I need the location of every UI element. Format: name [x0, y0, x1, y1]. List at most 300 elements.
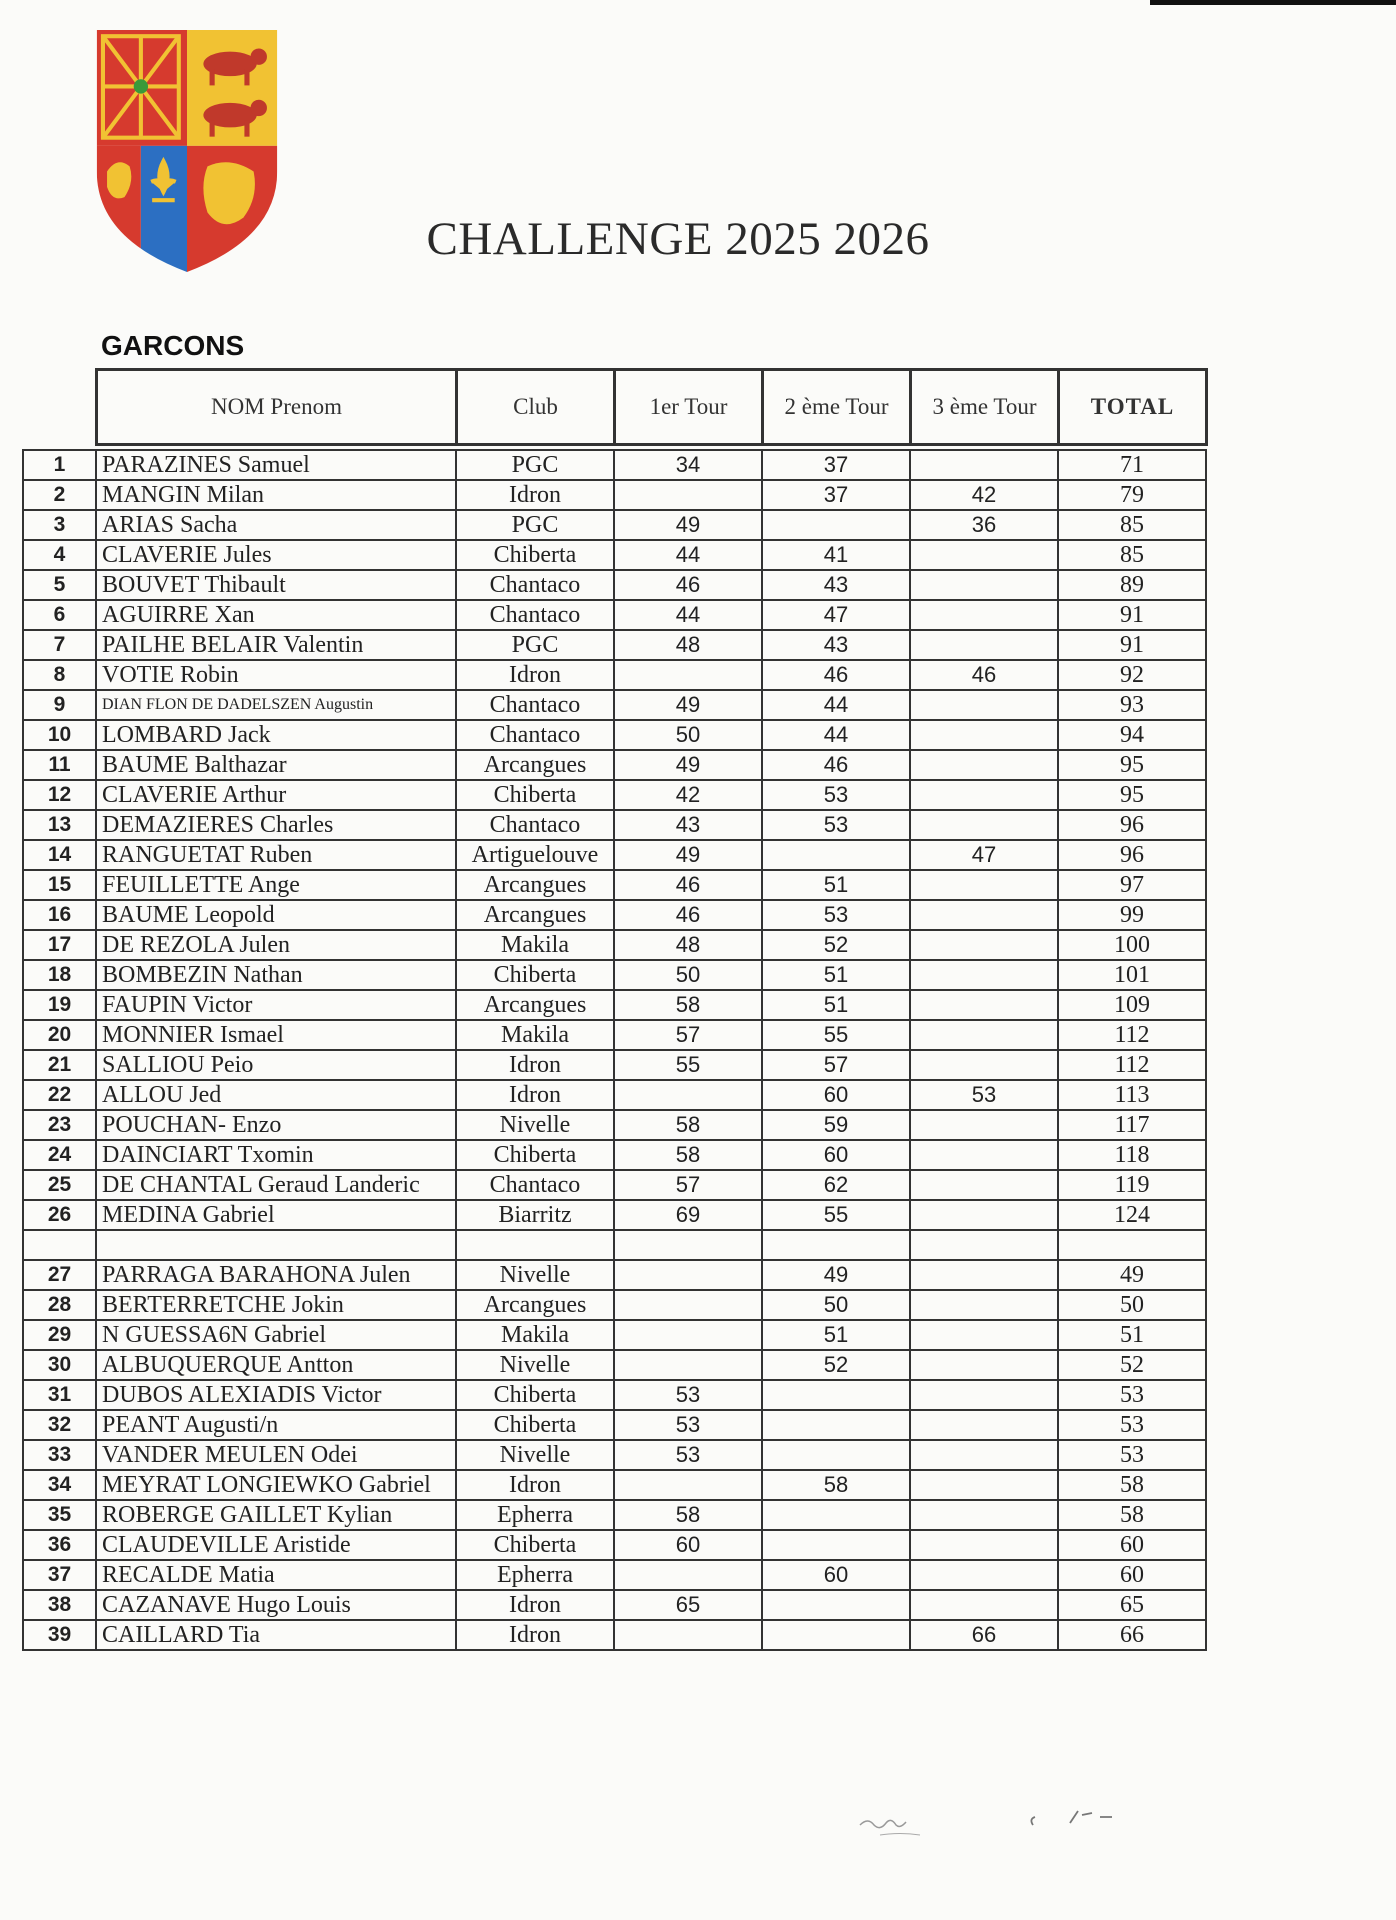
rank-cell: 2 [23, 480, 96, 510]
rank-cell: 31 [23, 1380, 96, 1410]
total-score-cell: 91 [1058, 630, 1206, 660]
rank-cell: 10 [23, 720, 96, 750]
tour1-score-cell [614, 1620, 762, 1650]
club-cell: Idron [456, 480, 614, 510]
total-score-cell: 99 [1058, 900, 1206, 930]
total-score-cell: 85 [1058, 540, 1206, 570]
club-cell: Makila [456, 1320, 614, 1350]
rank-cell: 27 [23, 1260, 96, 1290]
player-name-cell: MONNIER Ismael [96, 1020, 456, 1050]
empty-cell [23, 1230, 96, 1260]
club-cell: Biarritz [456, 1200, 614, 1230]
table-row [23, 1170, 1206, 1200]
table-row [23, 1110, 1206, 1140]
club-cell: Chantaco [456, 570, 614, 600]
tour3-score-cell [910, 1380, 1058, 1410]
player-name-cell: BAUME Leopold [96, 900, 456, 930]
total-score-cell: 66 [1058, 1620, 1206, 1650]
player-name-cell: PARRAGA BARAHONA Julen [96, 1260, 456, 1290]
table-row [23, 450, 1206, 480]
table-row [23, 480, 1206, 510]
club-cell: Makila [456, 930, 614, 960]
results-table [22, 449, 1207, 1651]
total-score-cell: 112 [1058, 1020, 1206, 1050]
tour2-score-cell: 37 [762, 480, 910, 510]
total-score-cell: 96 [1058, 810, 1206, 840]
total-score-cell: 91 [1058, 600, 1206, 630]
club-cell: Arcangues [456, 1290, 614, 1320]
club-cell: Idron [456, 1590, 614, 1620]
table-row [23, 750, 1206, 780]
tour2-score-cell: 51 [762, 870, 910, 900]
rank-cell: 1 [23, 450, 96, 480]
tour1-score-cell: 49 [614, 690, 762, 720]
table-row [23, 600, 1206, 630]
tour1-score-cell [614, 1290, 762, 1320]
tour1-score-cell: 58 [614, 1500, 762, 1530]
rank-cell: 21 [23, 1050, 96, 1080]
tour3-score-cell [910, 720, 1058, 750]
player-name-cell: ALLOU Jed [96, 1080, 456, 1110]
tour2-score-cell [762, 1440, 910, 1470]
tour3-score-cell: 46 [910, 660, 1058, 690]
total-score-cell: 53 [1058, 1410, 1206, 1440]
player-name-cell: FAUPIN Victor [96, 990, 456, 1020]
club-cell: Nivelle [456, 1350, 614, 1380]
table-row [23, 690, 1206, 720]
table-row [23, 1350, 1206, 1380]
player-name-cell: VANDER MEULEN Odei [96, 1440, 456, 1470]
player-name-cell: N GUESSA6N Gabriel [96, 1320, 456, 1350]
tour1-score-cell [614, 1080, 762, 1110]
tour2-score-cell: 41 [762, 540, 910, 570]
tour1-score-cell: 58 [614, 1140, 762, 1170]
rank-cell: 14 [23, 840, 96, 870]
tour1-score-cell [614, 1350, 762, 1380]
table-row [23, 1440, 1206, 1470]
tour2-score-cell: 44 [762, 720, 910, 750]
tour2-score-cell [762, 1620, 910, 1650]
player-name-cell: CLAVERIE Arthur [96, 780, 456, 810]
tour2-score-cell: 44 [762, 690, 910, 720]
rank-cell: 11 [23, 750, 96, 780]
club-cell: Artiguelouve [456, 840, 614, 870]
table-row [23, 1140, 1206, 1170]
table-row [23, 1020, 1206, 1050]
tour1-score-cell: 58 [614, 990, 762, 1020]
player-name-cell: MEYRAT LONGIEWKO Gabriel [96, 1470, 456, 1500]
player-name-cell: DUBOS ALEXIADIS Victor [96, 1380, 456, 1410]
total-score-cell: 124 [1058, 1200, 1206, 1230]
total-score-cell: 117 [1058, 1110, 1206, 1140]
tour1-score-cell: 55 [614, 1050, 762, 1080]
empty-cell [96, 1230, 456, 1260]
rank-cell: 6 [23, 600, 96, 630]
club-cell: Chiberta [456, 540, 614, 570]
tour3-score-cell [910, 1590, 1058, 1620]
total-score-cell: 52 [1058, 1350, 1206, 1380]
tour2-score-cell: 50 [762, 1290, 910, 1320]
rank-cell: 35 [23, 1500, 96, 1530]
table-row [23, 1050, 1206, 1080]
tour2-score-cell: 43 [762, 570, 910, 600]
tour1-score-cell: 42 [614, 780, 762, 810]
rank-cell: 39 [23, 1620, 96, 1650]
tour3-score-cell [910, 570, 1058, 600]
empty-cell [456, 1230, 614, 1260]
tour2-score-cell [762, 1530, 910, 1560]
club-cell: Makila [456, 1020, 614, 1050]
club-cell: Chantaco [456, 810, 614, 840]
player-name-cell: FEUILLETTE Ange [96, 870, 456, 900]
tour2-score-cell: 47 [762, 600, 910, 630]
rank-cell: 37 [23, 1560, 96, 1590]
tour3-score-cell [910, 750, 1058, 780]
table-row [23, 1410, 1206, 1440]
table-row [23, 1590, 1206, 1620]
empty-cell [910, 1230, 1058, 1260]
rank-cell: 28 [23, 1290, 96, 1320]
tour3-score-cell [910, 900, 1058, 930]
total-score-cell: 53 [1058, 1440, 1206, 1470]
table-row [23, 780, 1206, 810]
tour3-score-cell [910, 870, 1058, 900]
table-row [23, 810, 1206, 840]
empty-cell [762, 1230, 910, 1260]
club-cell: Nivelle [456, 1110, 614, 1140]
rank-cell: 13 [23, 810, 96, 840]
rank-cell: 16 [23, 900, 96, 930]
tour3-score-cell [910, 1500, 1058, 1530]
player-name-cell: DAINCIART Txomin [96, 1140, 456, 1170]
tour2-score-cell: 60 [762, 1140, 910, 1170]
tour3-score-cell: 47 [910, 840, 1058, 870]
tour2-score-cell: 58 [762, 1470, 910, 1500]
tour2-score-cell: 62 [762, 1170, 910, 1200]
player-name-cell: ROBERGE GAILLET Kylian [96, 1500, 456, 1530]
rank-cell: 8 [23, 660, 96, 690]
tour3-score-cell [910, 1530, 1058, 1560]
tour1-score-cell [614, 1260, 762, 1290]
table-row [23, 720, 1206, 750]
total-score-cell: 51 [1058, 1320, 1206, 1350]
tour1-score-cell [614, 660, 762, 690]
tour3-score-cell [910, 1110, 1058, 1140]
tour3-score-cell [910, 1350, 1058, 1380]
player-name-cell: CLAVERIE Jules [96, 540, 456, 570]
table-row [23, 630, 1206, 660]
table-row [23, 1200, 1206, 1230]
tour2-score-cell: 51 [762, 960, 910, 990]
header-total: TOTAL [1059, 370, 1207, 445]
table-row [23, 870, 1206, 900]
tour2-score-cell: 52 [762, 1350, 910, 1380]
club-cell: Chantaco [456, 720, 614, 750]
table-row [23, 930, 1206, 960]
tour1-score-cell: 44 [614, 600, 762, 630]
tour1-score-cell: 53 [614, 1380, 762, 1410]
rank-cell: 24 [23, 1140, 96, 1170]
player-name-cell: PARAZINES Samuel [96, 450, 456, 480]
tour3-score-cell [910, 1560, 1058, 1590]
tour3-score-cell [910, 600, 1058, 630]
total-score-cell: 119 [1058, 1170, 1206, 1200]
tour2-score-cell: 53 [762, 780, 910, 810]
rank-cell: 7 [23, 630, 96, 660]
table-row [23, 510, 1206, 540]
total-score-cell: 79 [1058, 480, 1206, 510]
rank-cell: 30 [23, 1350, 96, 1380]
rank-cell: 25 [23, 1170, 96, 1200]
tour1-score-cell: 50 [614, 960, 762, 990]
player-name-cell: CAZANAVE Hugo Louis [96, 1590, 456, 1620]
player-name-cell: SALLIOU Peio [96, 1050, 456, 1080]
tour1-score-cell: 49 [614, 750, 762, 780]
header-club: Club [457, 370, 615, 445]
tour3-score-cell [910, 1020, 1058, 1050]
club-cell: Arcangues [456, 870, 614, 900]
page-title: CHALLENGE 2025 2026 [426, 213, 930, 265]
club-cell: Arcangues [456, 900, 614, 930]
signature-scribble [850, 1795, 1130, 1845]
table-row [23, 1290, 1206, 1320]
player-name-cell: PAILHE BELAIR Valentin [96, 630, 456, 660]
table-row [23, 540, 1206, 570]
player-name-cell: POUCHAN- Enzo [96, 1110, 456, 1140]
table-row [23, 1320, 1206, 1350]
tour3-score-cell [910, 780, 1058, 810]
rank-cell: 9 [23, 690, 96, 720]
tour1-score-cell: 48 [614, 630, 762, 660]
tour1-score-cell: 49 [614, 510, 762, 540]
total-score-cell: 89 [1058, 570, 1206, 600]
tour3-score-cell [910, 1320, 1058, 1350]
tour3-score-cell: 66 [910, 1620, 1058, 1650]
tour1-score-cell: 46 [614, 900, 762, 930]
header-name: NOM Prenom [97, 370, 457, 445]
club-cell: Idron [456, 1620, 614, 1650]
total-score-cell: 97 [1058, 870, 1206, 900]
total-score-cell: 50 [1058, 1290, 1206, 1320]
rank-cell: 20 [23, 1020, 96, 1050]
tour3-score-cell [910, 1140, 1058, 1170]
tour1-score-cell: 34 [614, 450, 762, 480]
total-score-cell: 60 [1058, 1530, 1206, 1560]
table-row [23, 1530, 1206, 1560]
club-cell: Nivelle [456, 1440, 614, 1470]
tour2-score-cell: 53 [762, 810, 910, 840]
tour3-score-cell [910, 990, 1058, 1020]
tour2-score-cell [762, 840, 910, 870]
club-cell: Idron [456, 1470, 614, 1500]
rank-cell: 12 [23, 780, 96, 810]
tour3-score-cell: 42 [910, 480, 1058, 510]
player-name-cell: BERTERRETCHE Jokin [96, 1290, 456, 1320]
separator-row [23, 1230, 1206, 1260]
tour3-score-cell [910, 630, 1058, 660]
tour1-score-cell: 50 [614, 720, 762, 750]
tour2-score-cell [762, 1380, 910, 1410]
total-score-cell: 92 [1058, 660, 1206, 690]
club-cell: Chiberta [456, 1140, 614, 1170]
club-cell: Idron [456, 1080, 614, 1110]
total-score-cell: 65 [1058, 1590, 1206, 1620]
tour2-score-cell: 55 [762, 1020, 910, 1050]
rank-cell: 18 [23, 960, 96, 990]
tour3-score-cell [910, 1200, 1058, 1230]
header-tour3: 3 ème Tour [911, 370, 1059, 445]
tour1-score-cell: 57 [614, 1020, 762, 1050]
table-row [23, 1560, 1206, 1590]
tour3-score-cell [910, 1290, 1058, 1320]
club-cell: Arcangues [456, 990, 614, 1020]
tour3-score-cell [910, 1470, 1058, 1500]
club-cell: Idron [456, 660, 614, 690]
rank-cell: 38 [23, 1590, 96, 1620]
tour1-score-cell: 65 [614, 1590, 762, 1620]
tour3-score-cell [910, 1260, 1058, 1290]
rank-cell: 34 [23, 1470, 96, 1500]
rank-cell: 4 [23, 540, 96, 570]
player-name-cell: MANGIN Milan [96, 480, 456, 510]
rank-cell: 29 [23, 1320, 96, 1350]
club-cell: Epherra [456, 1560, 614, 1590]
tour1-score-cell: 48 [614, 930, 762, 960]
tour3-score-cell [910, 960, 1058, 990]
table-row [23, 1500, 1206, 1530]
scan-edge-line [1150, 0, 1396, 5]
table-row [23, 960, 1206, 990]
total-score-cell: 53 [1058, 1380, 1206, 1410]
total-score-cell: 85 [1058, 510, 1206, 540]
player-name-cell: CLAUDEVILLE Aristide [96, 1530, 456, 1560]
tour2-score-cell: 59 [762, 1110, 910, 1140]
rank-cell: 19 [23, 990, 96, 1020]
player-name-cell: PEANT Augusti/n [96, 1410, 456, 1440]
tour2-score-cell: 46 [762, 750, 910, 780]
tour2-score-cell: 55 [762, 1200, 910, 1230]
player-name-cell: DE CHANTAL Geraud Landeric [96, 1170, 456, 1200]
tour1-score-cell: 58 [614, 1110, 762, 1140]
tour2-score-cell: 51 [762, 1320, 910, 1350]
tour2-score-cell [762, 1410, 910, 1440]
player-name-cell: DIAN FLON DE DADELSZEN Augustin [96, 690, 456, 720]
rank-cell: 23 [23, 1110, 96, 1140]
rank-cell: 22 [23, 1080, 96, 1110]
tour1-score-cell [614, 1560, 762, 1590]
tour1-score-cell [614, 480, 762, 510]
tour3-score-cell [910, 810, 1058, 840]
player-name-cell: RECALDE Matia [96, 1560, 456, 1590]
club-cell: Nivelle [456, 1260, 614, 1290]
table-row [23, 1470, 1206, 1500]
rank-cell: 33 [23, 1440, 96, 1470]
tour3-score-cell [910, 1440, 1058, 1470]
tour3-score-cell [910, 1170, 1058, 1200]
club-cell: Idron [456, 1050, 614, 1080]
player-name-cell: DE REZOLA Julen [96, 930, 456, 960]
player-name-cell: LOMBARD Jack [96, 720, 456, 750]
tour1-score-cell: 57 [614, 1170, 762, 1200]
tour1-score-cell: 49 [614, 840, 762, 870]
rank-cell: 5 [23, 570, 96, 600]
empty-cell [614, 1230, 762, 1260]
tour2-score-cell: 57 [762, 1050, 910, 1080]
header-tour2: 2 ème Tour [763, 370, 911, 445]
total-score-cell: 96 [1058, 840, 1206, 870]
player-name-cell: RANGUETAT Ruben [96, 840, 456, 870]
club-cell: PGC [456, 630, 614, 660]
total-score-cell: 94 [1058, 720, 1206, 750]
tour2-score-cell: 43 [762, 630, 910, 660]
player-name-cell: MEDINA Gabriel [96, 1200, 456, 1230]
tour2-score-cell: 51 [762, 990, 910, 1020]
rank-cell: 15 [23, 870, 96, 900]
tour3-score-cell: 36 [910, 510, 1058, 540]
total-score-cell: 95 [1058, 780, 1206, 810]
total-score-cell: 112 [1058, 1050, 1206, 1080]
tour3-score-cell [910, 540, 1058, 570]
total-score-cell: 58 [1058, 1500, 1206, 1530]
tour3-score-cell [910, 1050, 1058, 1080]
player-name-cell: BOUVET Thibault [96, 570, 456, 600]
table-row [23, 1380, 1206, 1410]
club-cell: Chiberta [456, 780, 614, 810]
tour2-score-cell [762, 510, 910, 540]
table-row [23, 840, 1206, 870]
tour3-score-cell [910, 1410, 1058, 1440]
tour2-score-cell: 49 [762, 1260, 910, 1290]
total-score-cell: 60 [1058, 1560, 1206, 1590]
total-score-cell: 113 [1058, 1080, 1206, 1110]
tour1-score-cell [614, 1470, 762, 1500]
total-score-cell: 93 [1058, 690, 1206, 720]
tour2-score-cell [762, 1590, 910, 1620]
tour1-score-cell: 53 [614, 1410, 762, 1440]
rank-cell: 17 [23, 930, 96, 960]
table-row [23, 900, 1206, 930]
tour1-score-cell: 43 [614, 810, 762, 840]
tour1-score-cell: 60 [614, 1530, 762, 1560]
header-tour1: 1er Tour [615, 370, 763, 445]
tour2-score-cell [762, 1500, 910, 1530]
tour2-score-cell: 46 [762, 660, 910, 690]
table-row [23, 660, 1206, 690]
section-heading: GARCONS [101, 330, 245, 361]
player-name-cell: DEMAZIERES Charles [96, 810, 456, 840]
table-row [23, 1260, 1206, 1290]
tour2-score-cell: 52 [762, 930, 910, 960]
club-cell: Chantaco [456, 1170, 614, 1200]
total-score-cell: 58 [1058, 1470, 1206, 1500]
player-name-cell: ALBUQUERQUE Antton [96, 1350, 456, 1380]
total-score-cell: 71 [1058, 450, 1206, 480]
table-row [23, 1080, 1206, 1110]
table-row [23, 1620, 1206, 1650]
tour3-score-cell [910, 930, 1058, 960]
rank-cell: 36 [23, 1530, 96, 1560]
player-name-cell: BOMBEZIN Nathan [96, 960, 456, 990]
tour1-score-cell [614, 1320, 762, 1350]
club-cell: PGC [456, 510, 614, 540]
tour1-score-cell: 53 [614, 1440, 762, 1470]
table-header [95, 368, 1208, 446]
player-name-cell: AGUIRRE Xan [96, 600, 456, 630]
club-cell: PGC [456, 450, 614, 480]
rank-cell: 32 [23, 1410, 96, 1440]
tour1-score-cell: 46 [614, 870, 762, 900]
table-row [23, 990, 1206, 1020]
